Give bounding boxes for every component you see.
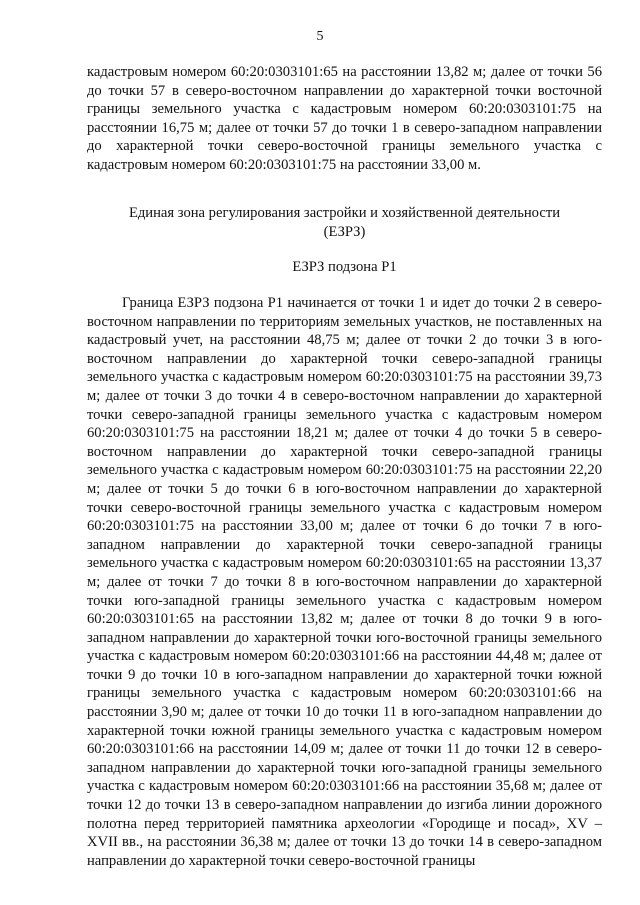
main-paragraph-block — [87, 294, 602, 870]
subzone-heading: ЕЗРЗ подзона Р1 — [292, 259, 397, 275]
intro-paragraph: кадастровым номером 60:20:0303101:65 на расстоянии 13,82 м; далее от точки 56 до точки 57 в северо-восточном направлении до характерной точки восточной границы земельного участка с кадастровым номером 60:20:0303101:75 на расстоянии 16,75 м; далее от точки 57 до точки 1 в северо-западном направлении до характерной точки северо-восточной границы земельного участка с кадастровым номером 60:20:0303101:75 на расстоянии 33,00 м. — [87, 64, 602, 173]
main-paragraph: Граница ЕЗРЗ подзона Р1 начинается от точки 1 и идет до точки 2 в северо-восточном направлении по территориям земельных участков, не поставленных на кадастровый учет, на расстоянии 48,75 м; далее от точки 2 до точки 3 в юго-восточном направлении до характерной точки северо-западной границы земельного участка с кадастровым номером 60:20:0303101:75 на расстоянии 39,73 м; далее от точки 3 до точки 4 в северо-восточном направлении до характерной точки северо-западной границы земельного участка с кадастровым номером 60:20:0303101:75 на расстоянии 18,21 м; далее от точки 4 до точки 5 в северо-восточном направлении до характерной точки северо-западной границы земельного участка с кадастровым номером 60:20:0303101:75 на расстоянии 22,20 м; далее от точки 5 до точки 6 в юго-восточном направлении до характерной точки северо-восточной границы земельного участка с кадастровым номером 60:20:0303101:75 на расстоянии 33,00 м; далее от точки 6 до точки 7 в юго-западном направлении до характерной точки северо-западной границы земельного участка с кадастровым номером 60:20:0303101:65 на расстоянии 13,37 м; далее от точки 7 до точки 8 в юго-восточном направлении до характерной точки юго-западной границы земельного участка с кадастровым номером 60:20:0303101:65 на расстоянии 13,82 м; далее от точки 8 до точки 9 в юго-западном направлении до характерной точки юго-восточной границы земельного участка с кадастровым номером 60:20:0303101:66 на расстоянии 44,48 м; далее от точки 9 до точки 10 в юго-западном направлении до характерной точки южной границы земельного участка с кадастровым номером 60:20:0303101:66 на расстоянии 3,90 м; далее от точки 10 до точки 11 в юго-западном направлении до характерной точки южной границы земельного участка с кадастровым номером 60:20:0303101:66 на расстоянии 14,09 м; далее от точки 11 до точки 12 в северо-западном направлении до характерной точки юго-западной границы земельного участка с кадастровым номером 60:20:0303101:66 на расстоянии 35,68 м; далее от точки 12 до точки 13 в северо-западном направлении до изгиба линии дорожного полотна перед территорией памятника археологии «Городище и посад», XV – XVII вв., на расстоянии 36,38 м; далее от точки 13 до точки 14 в северо-западном направлении до характерной точки северо-восточной границы — [87, 295, 602, 869]
zone-heading — [87, 204, 602, 242]
zone-heading-line1: Единая зона регулирования застройки и хозяйственной деятельности — [128, 205, 561, 221]
intro-paragraph-block — [87, 63, 602, 175]
page-number: 5 — [316, 29, 324, 44]
zone-heading-line2: (ЕЗРЗ) — [323, 224, 366, 240]
